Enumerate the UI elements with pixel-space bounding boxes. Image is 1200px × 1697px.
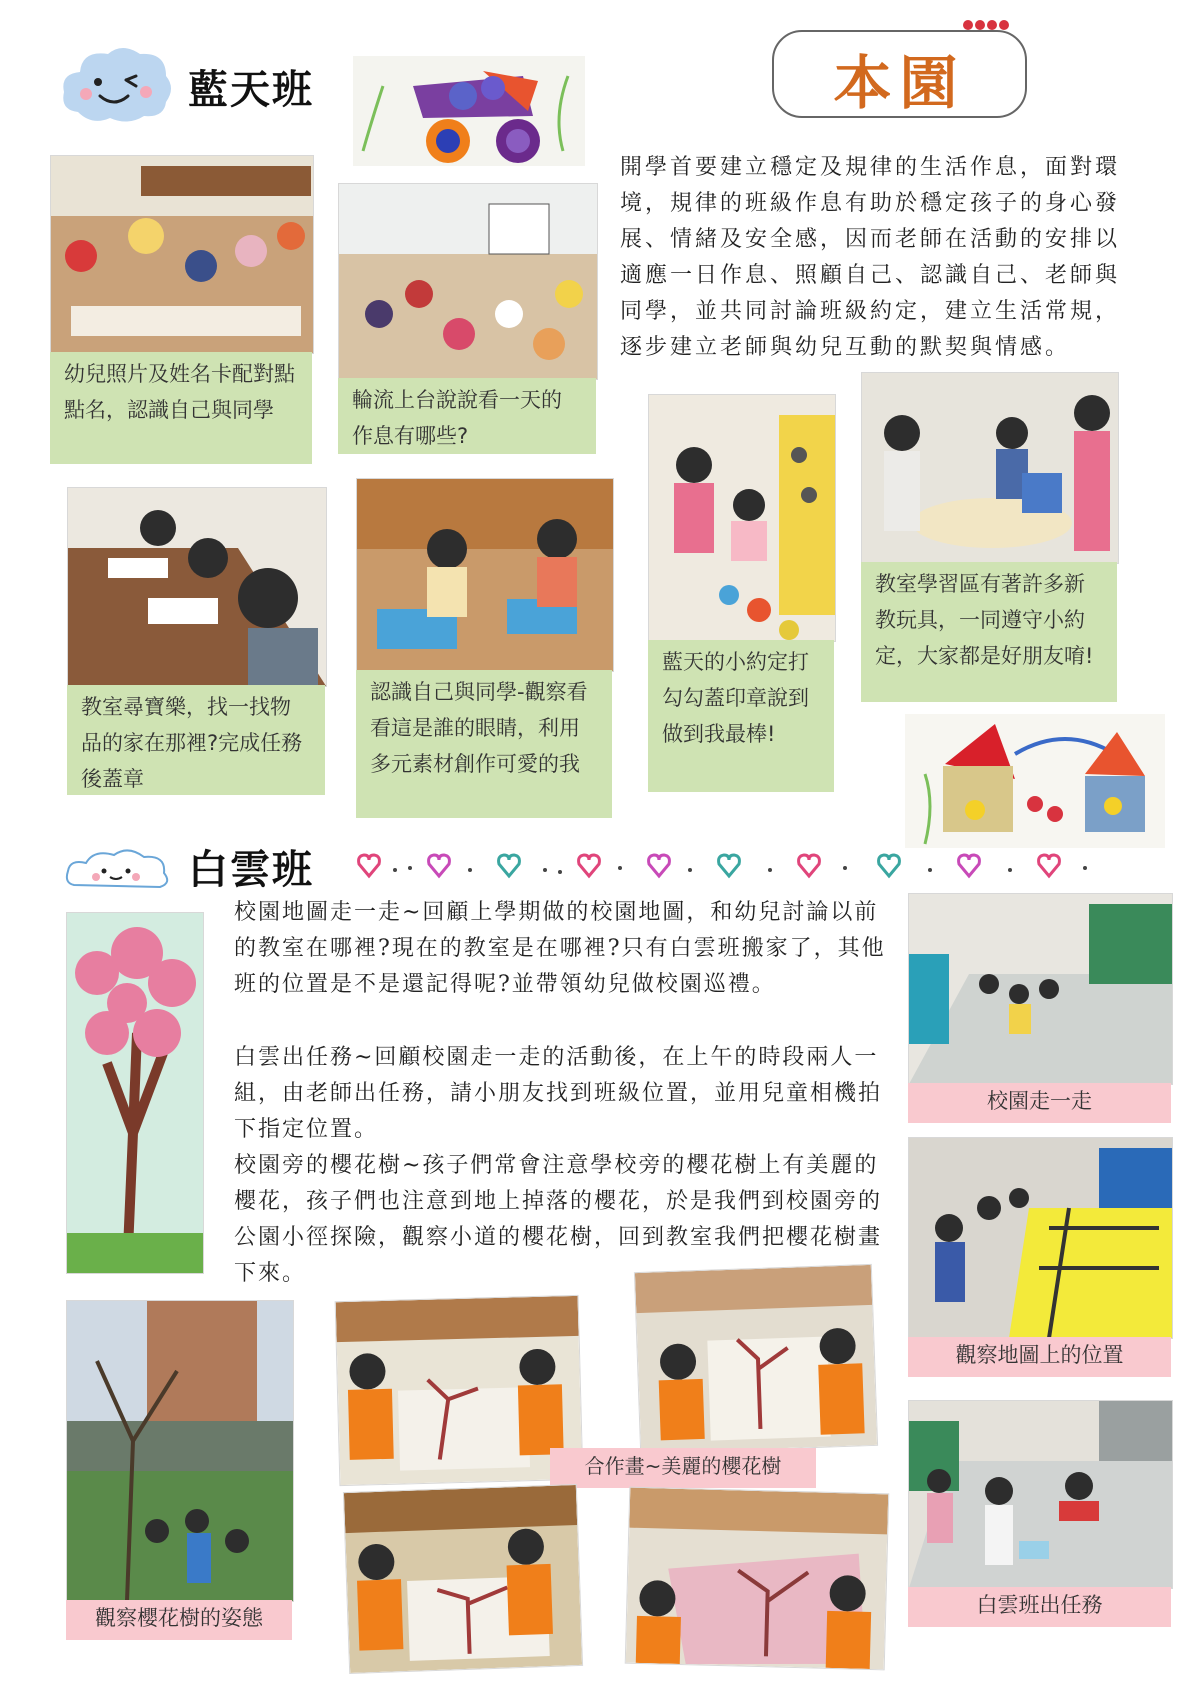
caption-map-observation: 觀察地圖上的位置 [908, 1337, 1171, 1377]
caption-stamp: 藍天的小約定打勾勾蓋印章說到做到我最棒! [648, 640, 834, 792]
photo-stamp-wall [648, 394, 836, 642]
caption-cherry-tree-observation: 觀察櫻花樹的姿態 [66, 1600, 292, 1640]
cherry-tree-painting [66, 912, 204, 1274]
caption-campus-walk: 校園走一走 [908, 1083, 1171, 1123]
white-class-paragraph-2: 白雲出任務~回顧校園走一走的活動後，在上午的時段兩人一組，由老師出任務，請小朋友找到班級位置，並用兒童相機拍下指定位置。 [234, 1045, 883, 1142]
white-class-paragraph-1: 校園地圖走一走~回顧上學期做的校園地圖，和幼兒討論以前的教室在哪裡?現在的教室是在哪裡?只有白雲班搬家了，其他班的位置是不是還記得呢?並帶領幼兒做校園巡禮。 [234, 900, 886, 997]
photo-map-observation [908, 1137, 1173, 1339]
photo-cherry-tree-observation [66, 1300, 294, 1602]
photo-treasure-hunt [67, 487, 327, 687]
caption-daily-routine: 輪流上台說說看一天的作息有哪些? [338, 378, 596, 454]
photo-white-class-mission [908, 1400, 1173, 1589]
photo-campus-walk [908, 893, 1173, 1085]
intro-paragraph: 開學首要建立穩定及規律的生活作息，面對環境，規律的班級作息有助於穩定孩子的身心發展、情緒及安全感，因而老師在活動的安排以適應一日作息、照顧自己、認識自己、老師與同學，並共同討論班級約定，建立生活常規，逐步建立老師與幼兒互動的默契與情感。 [620, 155, 1121, 360]
white-class-paragraph-3: 校園旁的櫻花樹~孩子們常會注意學校旁的櫻花樹上有美麗的櫻花，孩子們也注意到地上掉落的櫻花，於是我們到校園旁的公園小徑探險，觀察小道的櫻花樹，回到教室我們把櫻花樹畫下來。 [234, 1153, 883, 1286]
apple-icon [962, 16, 1010, 32]
craft-artwork-photo [353, 56, 585, 166]
caption-learning-corner: 教室學習區有著許多新教玩具，一同遵守小約定，大家都是好朋友唷! [861, 562, 1117, 702]
caption-treasure-hunt: 教室尋寶樂，找一找物品的家在那裡?完成任務後蓋章 [67, 685, 325, 795]
cloud-face-icon [58, 42, 176, 126]
caption-name-card: 幼兒照片及姓名卡配對點點名，認識自己與同學 [50, 352, 312, 464]
caption-eyes-observation: 認識自己與同學-觀察看看這是誰的眼睛，利用多元素材創作可愛的我 [356, 670, 612, 818]
photo-name-card-matching [50, 155, 314, 354]
photo-cooperate-1 [335, 1295, 584, 1486]
class-title-blue: 藍天班 [188, 67, 314, 113]
house-artwork-photo [905, 714, 1165, 848]
photo-learning-corner [861, 372, 1119, 564]
class-title-white: 白雲班 [188, 847, 314, 893]
photo-cooperate-3 [343, 1484, 583, 1674]
photo-eyes-observation [356, 478, 614, 672]
cloud-icon [64, 845, 172, 895]
photo-cooperate-2 [634, 1264, 878, 1454]
photo-cooperate-4 [625, 1487, 890, 1671]
school-label-box [772, 30, 1027, 118]
caption-cooperate: 合作畫~美麗的櫻花樹 [550, 1448, 816, 1488]
photo-daily-routine-talk [338, 183, 598, 380]
school-label-text: 本園 [833, 49, 966, 117]
heart-icon [355, 848, 1115, 882]
caption-white-class-mission: 白雲班出任務 [908, 1587, 1171, 1627]
